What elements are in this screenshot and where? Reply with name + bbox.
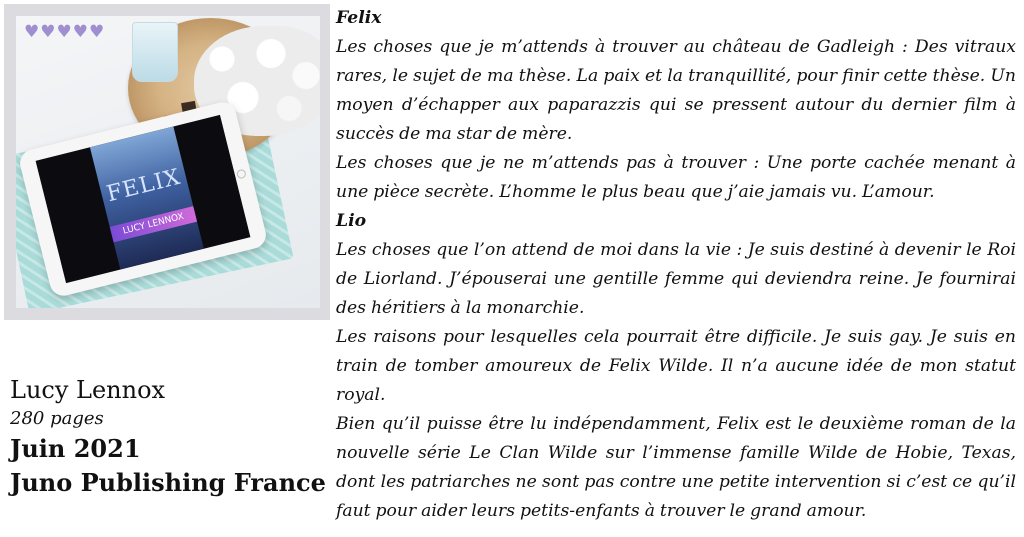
hearts-rating: ♥♥♥♥♥ xyxy=(24,22,106,42)
paragraph: Les raisons pour lesquelles cela pourrait être difficile. Je suis gay. Je suis en train de tomber amoureux de Felix Wilde. Il n’a aucune idée de mon statut royal. xyxy=(336,327,1016,405)
paragraph: Bien qu’il puisse être lu indépendamment, Felix est le deuxième roman de la nouvelle série Le Clan Wilde sur l’immense famille Wilde de Hobie, Texas, dont les patriarches ne sont pas contre une petite intervention si c’est ce qu’il faut pour aider leurs petits-enfants à trouver le grand amour. xyxy=(336,414,1016,521)
book-publisher: Juno Publishing France xyxy=(10,468,326,497)
book-author: Lucy Lennox xyxy=(10,376,166,404)
book-photo xyxy=(16,16,320,308)
heading-felix: Felix xyxy=(336,8,382,28)
cover-title: FELIX xyxy=(104,164,184,208)
home-button-icon xyxy=(236,169,247,180)
book-meta xyxy=(10,374,330,500)
paragraph: Les choses que l’on attend de moi dans la vie : Je suis destiné à devenir le Roi de Liorland. J’épouserai une gentille femme qui deviendra reine. Je fournirai des héritiers à la monarchie. xyxy=(336,240,1016,318)
synopsis xyxy=(336,4,1016,526)
photo-frame xyxy=(4,4,330,320)
candle-icon xyxy=(132,22,178,82)
book-date: Juin 2021 xyxy=(10,434,141,463)
heading-lio: Lio xyxy=(336,211,367,231)
cover-author: LUCY LENNOX xyxy=(110,206,197,242)
paragraph: Les choses que je ne m’attends pas à trouver : Une porte cachée menant à une pièce secrète. L’homme le plus beau que j’aie jamais vu. L’amour. xyxy=(336,153,1016,202)
book-pages: 280 pages xyxy=(10,408,104,429)
paragraph: Les choses que je m’attends à trouver au château de Gadleigh : Des vitraux rares, le sujet de ma thèse. La paix et la tranquillité, pour finir cette thèse. Un moyen d’échapper aux paparazzis qui se pressent autour du dernier film à succès de ma star de mère. xyxy=(336,37,1016,144)
book-cover xyxy=(90,127,204,270)
